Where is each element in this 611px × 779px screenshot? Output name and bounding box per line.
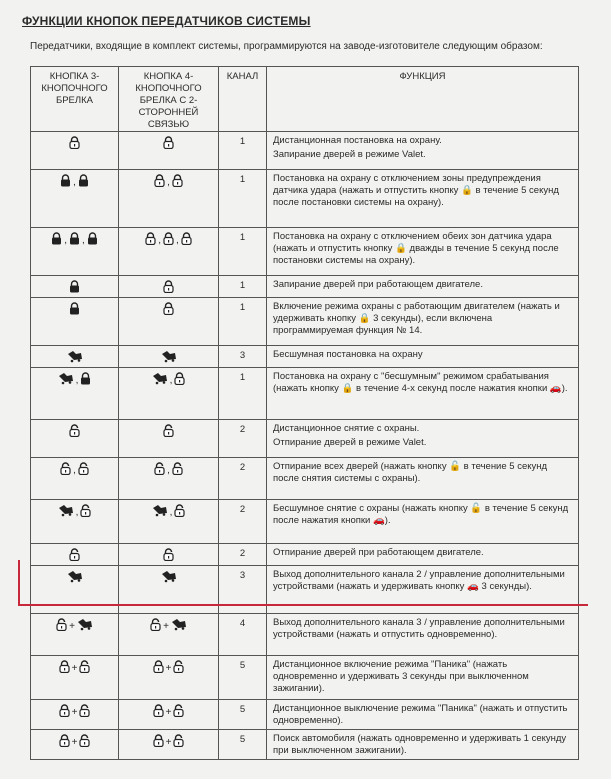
car-icon <box>161 570 177 587</box>
highlight-line-vertical <box>18 560 20 606</box>
cell-4-button-fob <box>119 566 219 614</box>
cell-3-button-fob <box>31 420 119 458</box>
lock-open-icon <box>172 462 183 479</box>
table-row <box>31 700 579 730</box>
cell-function <box>267 276 579 298</box>
table-row <box>31 276 579 298</box>
cell-4-button-fob <box>119 276 219 298</box>
lock-filled-icon <box>69 232 80 249</box>
separator: + <box>71 662 78 674</box>
separator: , <box>169 374 173 386</box>
lock-open-icon <box>173 660 184 677</box>
car-icon <box>152 372 168 389</box>
cell-channel: 2 <box>219 458 267 500</box>
cell-3-button-fob <box>31 544 119 566</box>
cell-3-button-fob <box>31 228 119 276</box>
lock-open-icon <box>154 462 165 479</box>
lock-filled-icon <box>69 302 80 319</box>
lock-closed-icon <box>59 660 70 677</box>
cell-function <box>267 730 579 760</box>
lock-open-icon <box>78 462 89 479</box>
cell-4-button-fob <box>119 730 219 760</box>
cell-3-button-fob <box>31 730 119 760</box>
table-row <box>31 346 579 368</box>
function-text: Отпирание дверей при работающем двигателе. <box>273 547 484 558</box>
separator: , <box>167 176 170 188</box>
cell-4-button-fob <box>119 228 219 276</box>
cell-channel: 5 <box>219 700 267 730</box>
lock-open-icon <box>174 504 185 521</box>
separator: , <box>176 234 179 246</box>
separator: + <box>71 706 78 718</box>
lock-open-icon <box>150 618 161 635</box>
table-row <box>31 458 579 500</box>
table-row <box>31 656 579 700</box>
function-text: Постановка на охрану с "бесшумным" режимом срабатывания (нажать кнопку 🔒 в течение 4-х секунд после нажатия кнопки 🚗). <box>273 371 568 394</box>
cell-function <box>267 346 579 368</box>
cell-function <box>267 298 579 346</box>
lock-open-icon <box>60 462 71 479</box>
lock-filled-icon <box>69 280 80 297</box>
cell-3-button-fob <box>31 368 119 420</box>
table-row <box>31 566 579 614</box>
lock-open-icon <box>173 704 184 721</box>
car-icon <box>161 350 177 367</box>
cell-channel: 1 <box>219 170 267 228</box>
cell-3-button-fob <box>31 656 119 700</box>
cell-4-button-fob <box>119 346 219 368</box>
lock-open-icon <box>56 618 67 635</box>
table-row <box>31 730 579 760</box>
table-row <box>31 544 579 566</box>
intro-text: Передатчики, входящие в комплект системы, программируются на заводе-изготовителе следующим образом: <box>30 41 543 52</box>
lock-closed-icon <box>69 136 80 153</box>
function-text: Бесшумная постановка на охрану <box>273 349 423 360</box>
cell-4-button-fob <box>119 420 219 458</box>
cell-channel: 3 <box>219 346 267 368</box>
cell-channel: 1 <box>219 228 267 276</box>
cell-function <box>267 420 579 458</box>
lock-open-icon <box>173 734 184 751</box>
lock-open-icon <box>69 548 80 565</box>
cell-function <box>267 132 579 170</box>
cell-function <box>267 500 579 544</box>
cell-channel: 2 <box>219 544 267 566</box>
separator: , <box>64 234 67 246</box>
function-text: Запирание дверей в режиме Valet. <box>273 149 426 160</box>
cell-3-button-fob <box>31 132 119 170</box>
lock-closed-icon <box>163 232 174 249</box>
cell-function <box>267 566 579 614</box>
header-4-button-fob: КНОПКА 4-КНОПОЧНОГО БРЕЛКА С 2-СТОРОННЕЙ СВЯЗЬЮ <box>119 67 219 132</box>
car-icon <box>67 350 83 367</box>
lock-closed-icon <box>59 704 70 721</box>
lock-open-icon <box>163 548 174 565</box>
function-text: Дистанционное снятие с охраны. <box>273 423 420 434</box>
separator: , <box>82 234 85 246</box>
cell-3-button-fob <box>31 700 119 730</box>
table-row <box>31 500 579 544</box>
lock-closed-icon <box>163 280 174 297</box>
function-text: Дистанционное включение режима "Паника" (нажать одновременно и удерживать 3 секунды при выключенном зажигании). <box>273 659 529 694</box>
separator: + <box>71 736 78 748</box>
cell-4-button-fob <box>119 170 219 228</box>
function-text: Дистанционная постановка на охрану. <box>273 135 442 146</box>
car-icon <box>152 504 168 521</box>
functions-table <box>30 66 579 760</box>
cell-channel: 1 <box>219 368 267 420</box>
lock-closed-icon <box>163 136 174 153</box>
cell-3-button-fob <box>31 298 119 346</box>
table-row <box>31 420 579 458</box>
cell-function <box>267 458 579 500</box>
car-icon <box>58 504 74 521</box>
cell-4-button-fob <box>119 656 219 700</box>
function-text: Отпирание всех дверей (нажать кнопку 🔓 в течение 5 секунд после снятия системы с охраны). <box>273 461 548 484</box>
cell-channel: 1 <box>219 298 267 346</box>
cell-function <box>267 700 579 730</box>
cell-channel: 3 <box>219 566 267 614</box>
lock-filled-icon <box>78 174 89 191</box>
car-icon <box>67 570 83 587</box>
cell-4-button-fob <box>119 544 219 566</box>
cell-3-button-fob <box>31 614 119 656</box>
separator: + <box>165 706 172 718</box>
lock-filled-icon <box>80 372 91 389</box>
cell-4-button-fob <box>119 368 219 420</box>
cell-3-button-fob <box>31 566 119 614</box>
lock-open-icon <box>163 424 174 441</box>
cell-channel: 4 <box>219 614 267 656</box>
table-row <box>31 614 579 656</box>
cell-3-button-fob <box>31 276 119 298</box>
separator: , <box>167 464 170 476</box>
lock-closed-icon <box>153 704 164 721</box>
cell-4-button-fob <box>119 132 219 170</box>
table-row <box>31 170 579 228</box>
header-function: ФУНКЦИЯ <box>267 67 579 132</box>
separator: , <box>169 506 173 518</box>
cell-function <box>267 544 579 566</box>
function-text: Постановка на охрану с отключением зоны предупреждения датчика удара (нажать и отпустить кнопку 🔒 в течение 5 секунд после постановки системы на охрану). <box>273 173 559 208</box>
lock-open-icon <box>79 660 90 677</box>
separator: + <box>163 620 169 632</box>
separator: + <box>165 662 172 674</box>
separator: + <box>165 736 172 748</box>
separator: , <box>75 506 79 518</box>
lock-open-icon <box>79 704 90 721</box>
lock-open-icon <box>79 734 90 751</box>
cell-function <box>267 614 579 656</box>
cell-channel: 2 <box>219 500 267 544</box>
header-3-button-fob: КНОПКА 3-КНОПОЧНОГО БРЕЛКА <box>31 67 119 132</box>
cell-4-button-fob <box>119 500 219 544</box>
separator: + <box>69 620 75 632</box>
cell-function <box>267 228 579 276</box>
table-row <box>31 228 579 276</box>
lock-open-icon <box>69 424 80 441</box>
car-icon <box>77 618 93 635</box>
lock-closed-icon <box>174 372 185 389</box>
lock-closed-icon <box>181 232 192 249</box>
table-row <box>31 298 579 346</box>
cell-4-button-fob <box>119 298 219 346</box>
cell-4-button-fob <box>119 700 219 730</box>
page-title: ФУНКЦИИ КНОПОК ПЕРЕДАТЧИКОВ СИСТЕМЫ <box>22 14 311 28</box>
lock-closed-icon <box>153 660 164 677</box>
lock-filled-icon <box>87 232 98 249</box>
function-text: Бесшумное снятие с охраны (нажать кнопку 🔓 в течение 5 секунд после нажатия кнопки 🚗). <box>273 503 569 526</box>
cell-channel: 5 <box>219 730 267 760</box>
lock-filled-icon <box>51 232 62 249</box>
function-text: Включение режима охраны с работающим двигателем (нажать и удерживать кнопку 🔒 3 секунды), если включена программируемая функция № 14. <box>273 301 560 336</box>
function-text: Выход дополнительного канала 2 / управление дополнительными устройствами (нажать и удерживать кнопку 🚗 3 секунды). <box>273 569 565 592</box>
function-text: Дистанционное выключение режима "Паника" (нажать и отпустить одновременно). <box>273 703 568 726</box>
lock-closed-icon <box>153 734 164 751</box>
separator: , <box>158 234 161 246</box>
cell-function <box>267 656 579 700</box>
cell-channel: 2 <box>219 420 267 458</box>
cell-function <box>267 170 579 228</box>
cell-3-button-fob <box>31 500 119 544</box>
lock-closed-icon <box>154 174 165 191</box>
car-icon <box>58 372 74 389</box>
cell-4-button-fob <box>119 458 219 500</box>
cell-3-button-fob <box>31 458 119 500</box>
lock-open-icon <box>80 504 91 521</box>
function-text: Выход дополнительного канала 3 / управление дополнительными устройствами (нажать и отпустить одновременно). <box>273 617 565 640</box>
cell-channel: 1 <box>219 276 267 298</box>
function-text: Отпирание дверей в режиме Valet. <box>273 437 427 448</box>
cell-4-button-fob <box>119 614 219 656</box>
separator: , <box>73 464 76 476</box>
cell-channel: 1 <box>219 132 267 170</box>
highlight-line <box>18 604 588 606</box>
cell-channel: 5 <box>219 656 267 700</box>
lock-closed-icon <box>172 174 183 191</box>
table-row <box>31 132 579 170</box>
header-channel: КАНАЛ <box>219 67 267 132</box>
cell-3-button-fob <box>31 170 119 228</box>
lock-closed-icon <box>59 734 70 751</box>
cell-3-button-fob <box>31 346 119 368</box>
cell-function <box>267 368 579 420</box>
lock-closed-icon <box>145 232 156 249</box>
separator: , <box>75 374 79 386</box>
function-text: Запирание дверей при работающем двигателе. <box>273 279 483 290</box>
separator: , <box>73 176 76 188</box>
table-row <box>31 368 579 420</box>
lock-filled-icon <box>60 174 71 191</box>
lock-closed-icon <box>163 302 174 319</box>
table-header-row <box>31 67 579 132</box>
function-text: Постановка на охрану с отключением обеих зон датчика удара (нажать и отпустить кнопку 🔒 дважды в течение 5 секунд после постановки системы на охрану). <box>273 231 559 266</box>
function-text: Поиск автомобиля (нажать одновременно и удерживать 1 секунду при выключенном зажигании). <box>273 733 567 756</box>
car-icon <box>171 618 187 635</box>
